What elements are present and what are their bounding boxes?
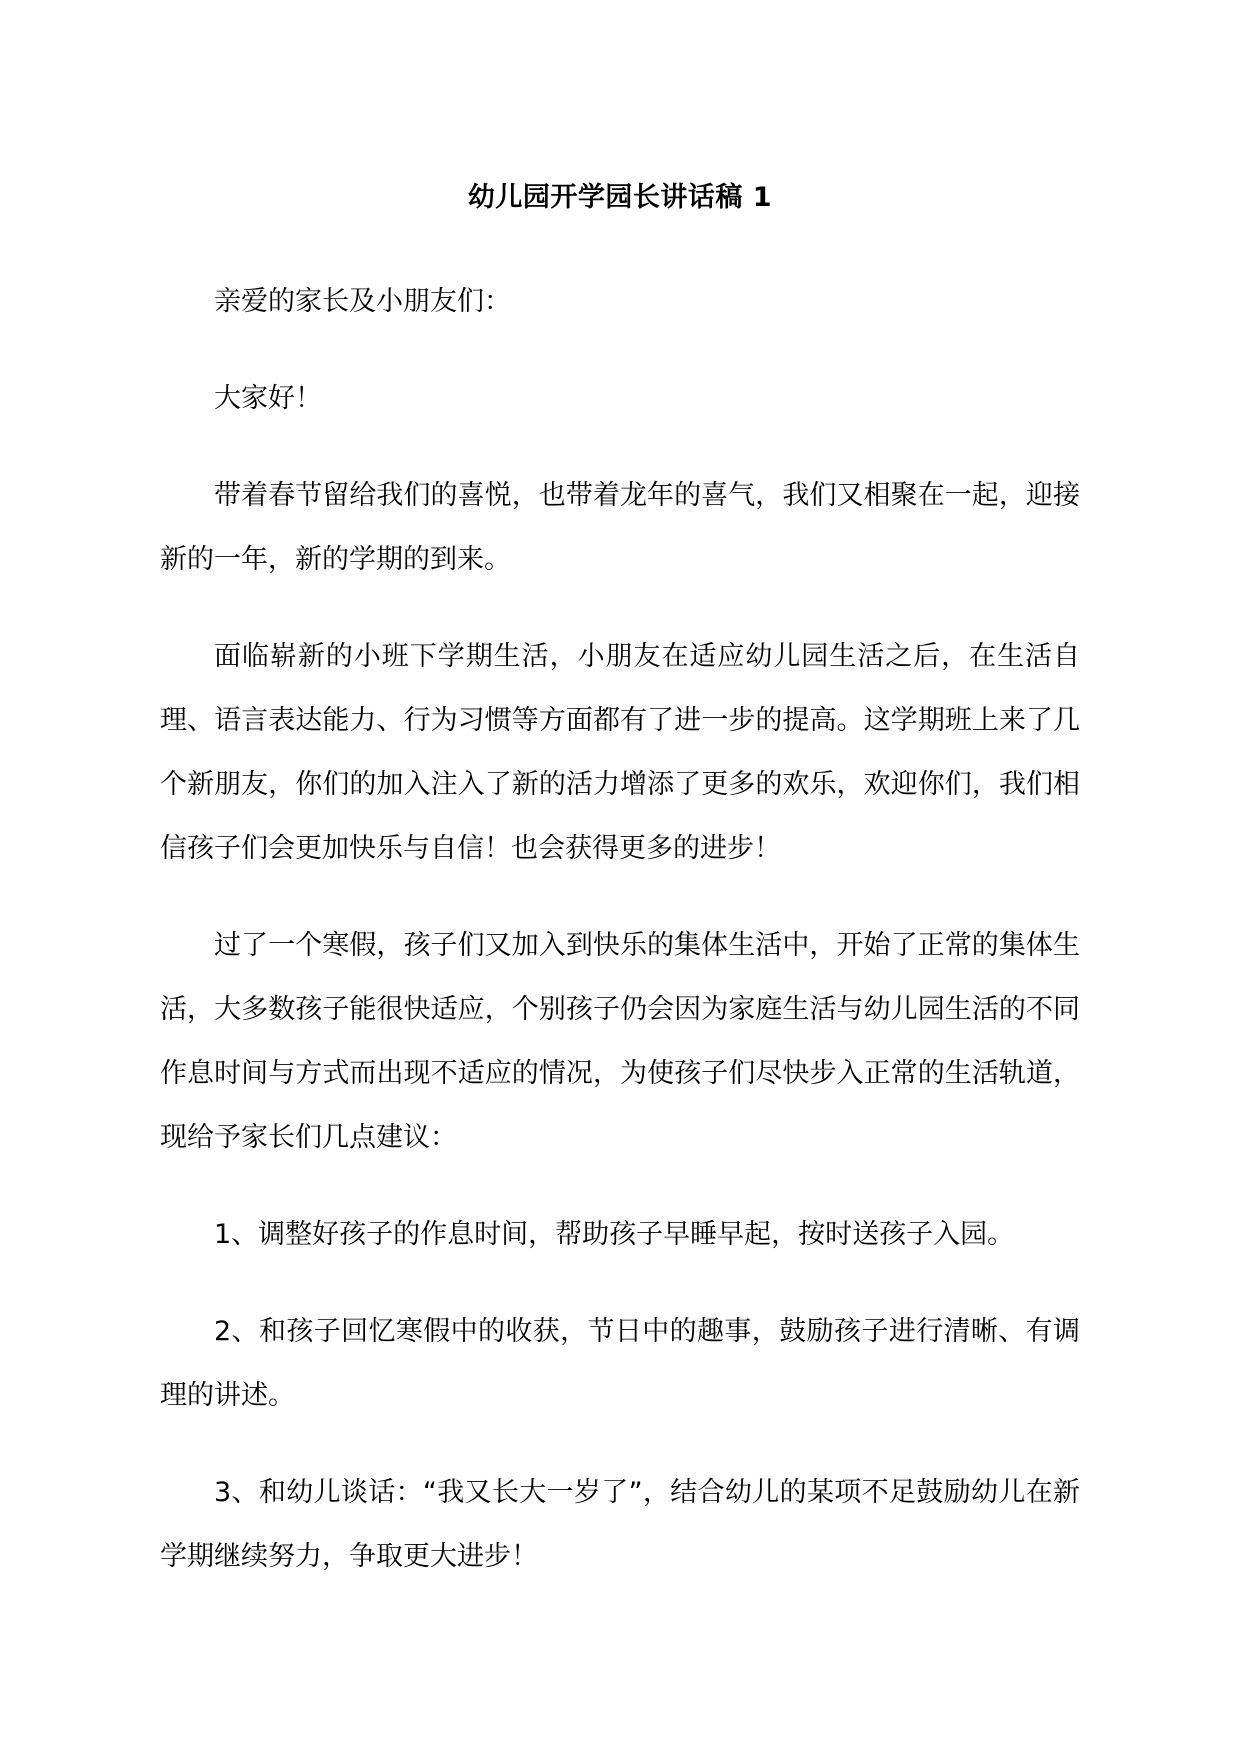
greeting-paragraph: 大家好！ bbox=[214, 383, 322, 414]
body-paragraph: 带着春节留给我们的喜悦，也带着龙年的喜气，我们又相聚在一起，迎接新的一年，新的学期的到来。 bbox=[160, 480, 1080, 575]
document-title: 幼儿园开学园长讲话稿 1 bbox=[467, 182, 773, 213]
body-paragraph: 面临崭新的小班下学期生活，小朋友在适应幼儿园生活之后，在生活自理、语言表达能力、行为习惯等方面都有了进一步的提高。这学期班上来了几个新朋友，你们的加入注入了新的活力增添了更多的欢乐，欢迎你们，我们相信孩子们会更加快乐与自信！也会获得更多的进步！ bbox=[160, 641, 1080, 864]
document-body bbox=[160, 270, 1080, 1622]
body-paragraph: 过了一个寒假，孩子们又加入到快乐的集体生活中，开始了正常的集体生活，大多数孩子能很快适应，个别孩子仍会因为家庭生活与幼儿园生活的不同作息时间与方式而出现不适应的情况，为使孩子们尽快步入正常的生活轨道，现给予家长们几点建议： bbox=[160, 930, 1080, 1153]
suggestion-item: 1、调整好孩子的作息时间，帮助孩子早睡早起，按时送孩子入园。 bbox=[214, 1219, 1015, 1250]
salutation-paragraph: 亲爱的家长及小朋友们： bbox=[214, 286, 511, 317]
suggestion-item: 2、和孩子回忆寒假中的收获，节日中的趣事，鼓励孩子进行清晰、有调理的讲述。 bbox=[160, 1316, 1080, 1411]
suggestion-item: 3、和幼儿谈话：“我又长大一岁了”，结合幼儿的某项不足鼓励幼儿在新学期继续努力，争取更大进步！ bbox=[160, 1477, 1080, 1572]
